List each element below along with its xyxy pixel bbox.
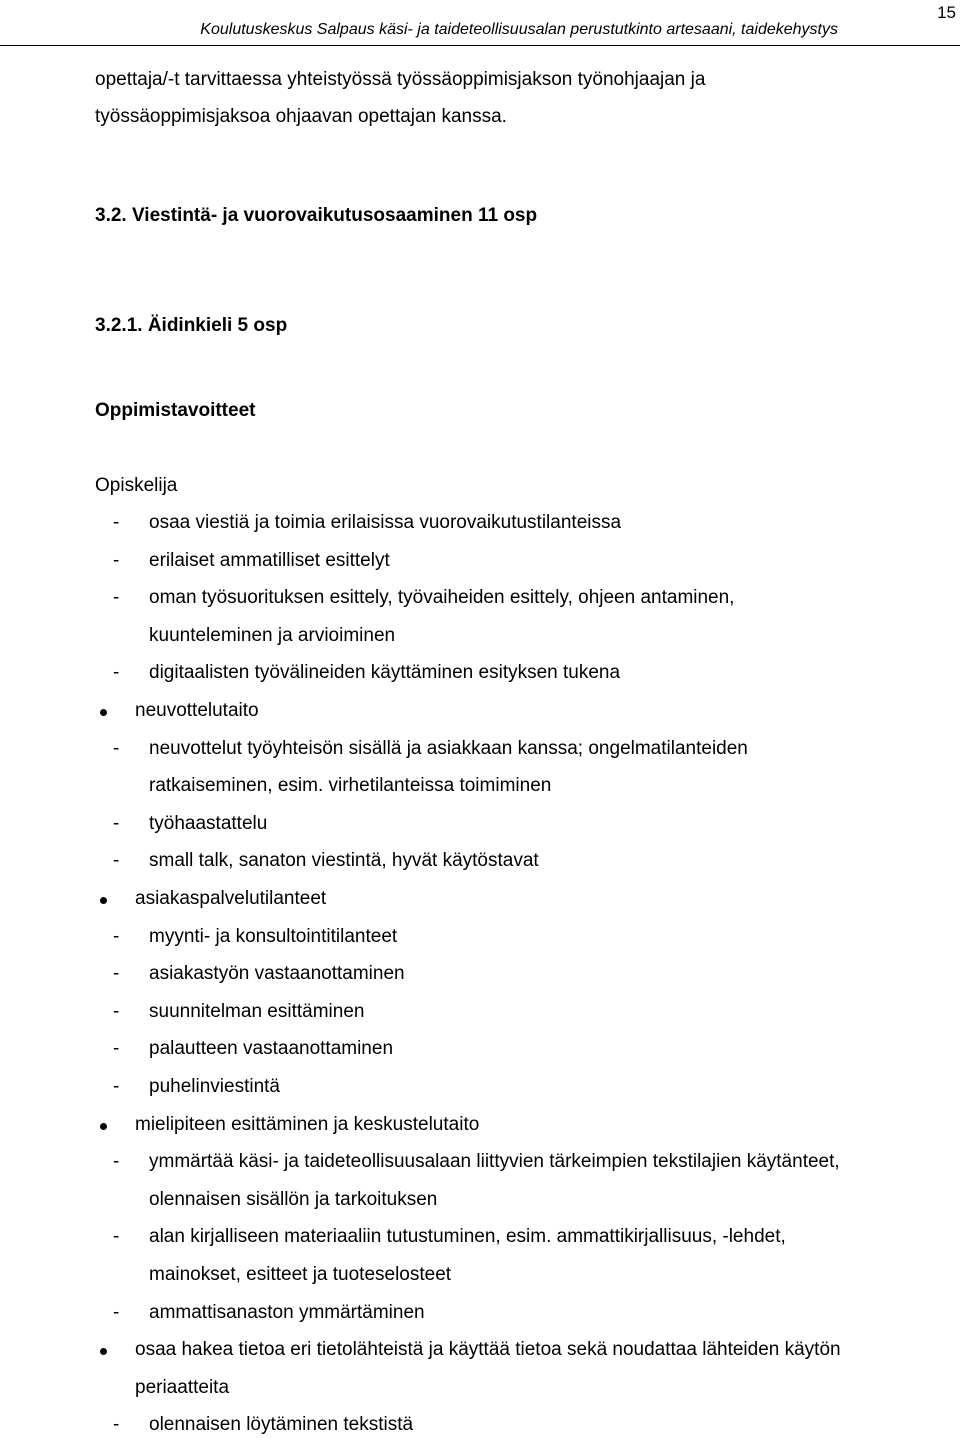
list-item-line: puhelinviestintä xyxy=(149,1076,280,1097)
list-item-line: kuunteleminen ja arvioiminen xyxy=(149,625,396,646)
dash-marker: - xyxy=(113,1302,120,1323)
list-item-line: ratkaiseminen, esim. virhetilanteissa toimiminen xyxy=(149,775,552,796)
intro-line: opettaja/-t tarvittaessa yhteistyössä työssäoppimisjakson työnohjaajan ja xyxy=(95,69,706,90)
list-item-line: palautteen vastaanottaminen xyxy=(149,1038,394,1059)
list-item-line: asiakaspalvelutilanteet xyxy=(135,888,327,909)
list-item-line: työhaastattelu xyxy=(149,813,268,834)
subsection-heading: 3.2.1. Äidinkieli 5 osp xyxy=(95,315,288,336)
dash-marker: - xyxy=(113,550,120,571)
list-item-line: ymmärtää käsi- ja taideteollisuusalaan liittyvien tärkeimpien tekstilajien käytänteet, xyxy=(149,1151,840,1172)
dash-marker: - xyxy=(113,1076,120,1097)
section-heading: 3.2. Viestintä- ja vuorovaikutusosaaminen 11 osp xyxy=(95,205,538,226)
list-item-line: digitaalisten työvälineiden käyttäminen esityksen tukena xyxy=(149,662,621,683)
bullet-marker xyxy=(100,1348,107,1355)
list-item-line: neuvottelutaito xyxy=(135,700,259,721)
dash-marker: - xyxy=(113,963,120,984)
list-item-line: olennaisen löytäminen tekstistä xyxy=(149,1414,414,1435)
list-item-line: suunnitelman esittäminen xyxy=(149,1001,365,1022)
running-header: Koulutuskeskus Salpaus käsi- ja taideteollisuusalan perustutkinto artesaani, taidekehystys xyxy=(200,21,838,38)
list-item-line: erilaiset ammatilliset esittelyt xyxy=(149,550,390,571)
dash-marker: - xyxy=(113,1001,120,1022)
dash-marker: - xyxy=(113,1038,120,1059)
dash-marker: - xyxy=(113,738,120,759)
list-item-line: myynti- ja konsultointitilanteet xyxy=(149,926,398,947)
dash-marker: - xyxy=(113,587,120,608)
dash-marker: - xyxy=(113,926,120,947)
page-number: 15 xyxy=(937,3,956,22)
intro-line: työssäoppimisjaksoa ohjaavan opettajan kanssa. xyxy=(95,106,507,127)
bullet-marker xyxy=(100,709,107,716)
header-rule xyxy=(0,45,960,46)
list-item-line: osaa hakea tietoa eri tietolähteistä ja käyttää tietoa sekä noudattaa lähteiden käytön xyxy=(135,1339,841,1360)
dash-marker: - xyxy=(113,813,120,834)
dash-marker: - xyxy=(113,512,120,533)
list-item-line: asiakastyön vastaanottaminen xyxy=(149,963,405,984)
list-item-line: ammattisanaston ymmärtäminen xyxy=(149,1302,425,1323)
dash-marker: - xyxy=(113,662,120,683)
list-item-line: neuvottelut työyhteisön sisällä ja asiakkaan kanssa; ongelmatilanteiden xyxy=(149,738,748,759)
list-item-line: periaatteita xyxy=(135,1377,230,1398)
list-item-line: small talk, sanaton viestintä, hyvät käytöstavat xyxy=(149,850,539,871)
bullet-marker xyxy=(100,1123,107,1130)
list-item-line: mainokset, esitteet ja tuoteselosteet xyxy=(149,1264,452,1285)
dash-marker: - xyxy=(113,1151,120,1172)
dash-marker: - xyxy=(113,850,120,871)
bullet-marker xyxy=(100,897,107,904)
dash-marker: - xyxy=(113,1226,120,1247)
student-label: Opiskelija xyxy=(95,475,178,496)
list-item-line: osaa viestiä ja toimia erilaisissa vuorovaikutustilanteissa xyxy=(149,512,622,533)
list-item-line: alan kirjalliseen materiaaliin tutustuminen, esim. ammattikirjallisuus, -lehdet, xyxy=(149,1226,786,1247)
dash-marker: - xyxy=(113,1414,120,1435)
list-item-line: mielipiteen esittäminen ja keskustelutaito xyxy=(135,1114,480,1135)
list-item-line: oman työsuorituksen esittely, työvaiheiden esittely, ohjeen antaminen, xyxy=(149,587,735,608)
list-item-line: olennaisen sisällön ja tarkoituksen xyxy=(149,1189,438,1210)
objectives-heading: Oppimistavoitteet xyxy=(95,400,256,421)
